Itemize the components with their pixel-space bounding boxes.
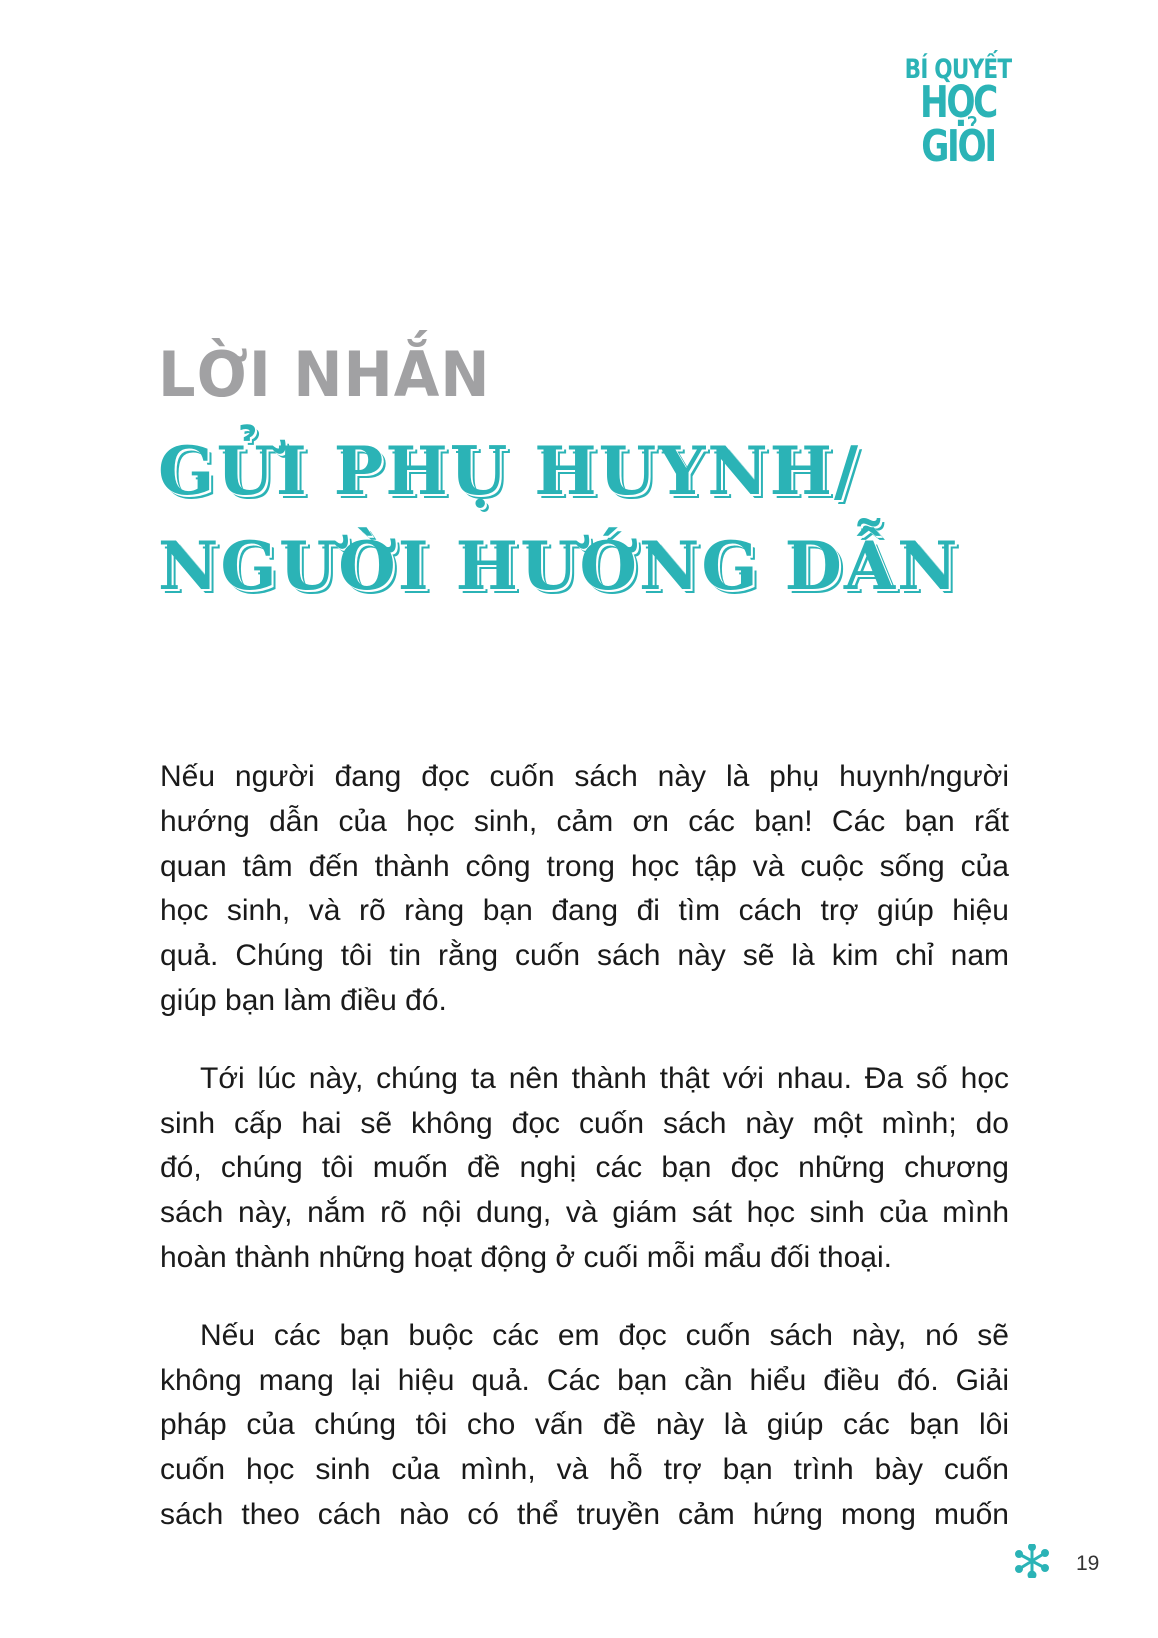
logo-line-1: BÍ QUYẾT [904, 54, 1012, 85]
book-logo [858, 54, 1058, 172]
text-line: Nếu các bạn buộc các em đọc cuốn sách này, nó sẽ [200, 1318, 1009, 1352]
text-line: đó, chúng tôi muốn đề nghị các bạn đọc những chương [160, 1151, 1009, 1185]
text-line: Nếu người đang đọc cuốn sách này là phụ huynh/người [160, 760, 1009, 793]
text-line: quan tâm đến thành công trong học tập và cuộc sống của [160, 849, 1009, 883]
text-line: không mang lại hiệu quả. Các bạn cần hiểu điều đó. Giải [160, 1363, 1009, 1397]
text-line: quả. Chúng tôi tin rằng cuốn sách này sẽ là kim chỉ nam [160, 939, 1009, 973]
title-line-2: NGƯỜI HƯỚNG DẪN [158, 527, 960, 605]
text-line: sách theo cách nào có thể truyền cảm hứng mong muốn [160, 1497, 1009, 1531]
asterisk-flower-icon [1015, 1544, 1049, 1578]
title-line-1: GỬI PHỤ HUYNH/ [158, 432, 861, 510]
logo-line-2: HỌC GIỎI [919, 77, 997, 172]
text-line: sách này, nắm rõ nội dung, và giám sát học sinh của mình [160, 1196, 1009, 1230]
paragraph [160, 1314, 1009, 1538]
text-line: pháp của chúng tôi cho vấn đề này là giúp các bạn lôi [160, 1408, 1009, 1442]
text-line: giúp bạn làm điều đó. [160, 983, 447, 1017]
text-line: học sinh, và rõ ràng bạn đang đi tìm cách trợ giúp hiệu [160, 894, 1009, 928]
paragraph [160, 755, 1009, 1024]
page-number: 19 [1076, 1552, 1100, 1575]
text-line: hoàn thành những hoạt động ở cuối mỗi mẩu đối thoại. [160, 1240, 892, 1274]
text-line: sinh cấp hai sẽ không đọc cuốn sách này một mình; do [160, 1106, 1009, 1140]
title-kicker: LỜI NHẮN [158, 338, 491, 411]
text-line: Tới lúc này, chúng ta nên thành thật với nhau. Đa số học [200, 1061, 1009, 1095]
paragraph [160, 1057, 1009, 1281]
text-line: cuốn học sinh của mình, và hỗ trợ bạn trình bày cuốn [160, 1453, 1009, 1487]
body-text [160, 755, 1009, 1571]
text-line: hướng dẫn của học sinh, cảm ơn các bạn! Các bạn rất [160, 804, 1009, 838]
